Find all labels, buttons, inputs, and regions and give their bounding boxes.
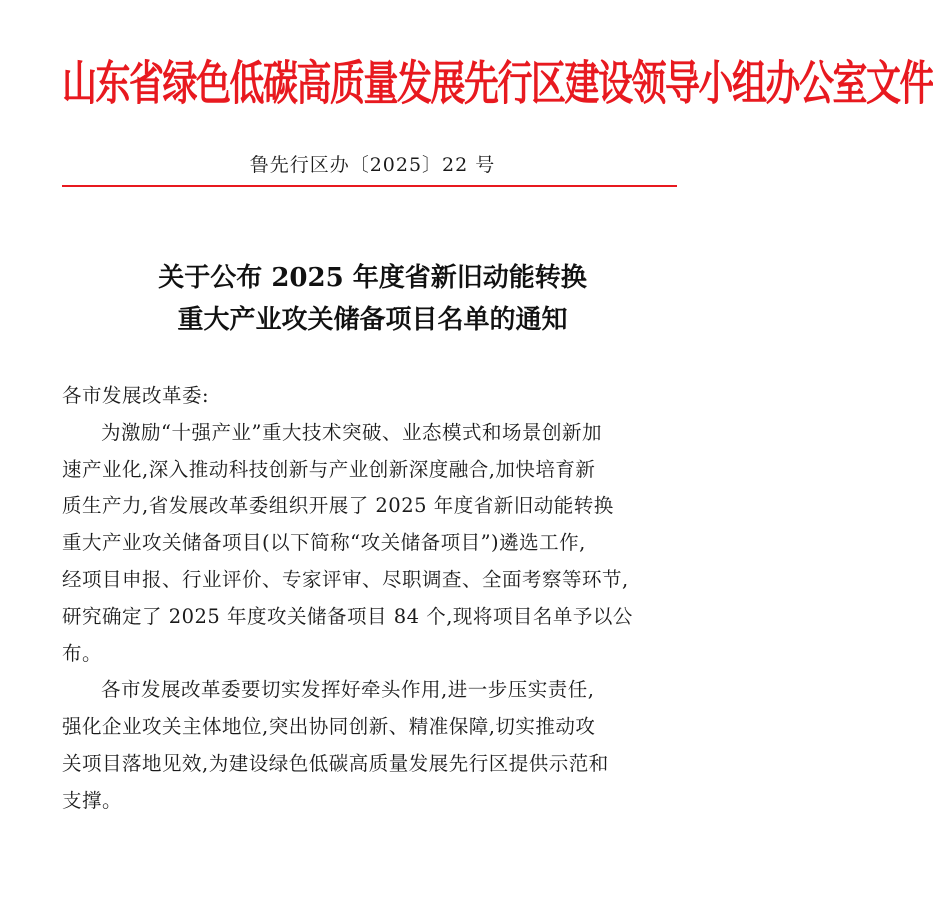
notice-title-line-2: 重大产业攻关储备项目名单的通知: [177, 305, 568, 335]
paragraph-line: 各市发展改革委要切实发挥好牵头作用,进一步压实责任,: [101, 678, 595, 702]
paragraph-line: 为激励“十强产业”重大技术突破、业态模式和场景创新加: [101, 420, 602, 444]
document-body: [62, 378, 682, 820]
paragraph-line: 速产业化,深入推动科技创新与产业创新深度融合,加快培育新: [62, 457, 596, 481]
paragraph-line: 研究确定了 2025 年度攻关储备项目 84 个,现将项目名单予以公: [62, 604, 633, 628]
salutation: 各市发展改革委:: [62, 384, 210, 407]
paragraph-2: [62, 672, 682, 819]
document-number: 鲁先行区办〔2025〕22 号: [249, 154, 496, 176]
notice-title: [0, 257, 745, 341]
red-divider: [62, 185, 677, 187]
paragraph-line: 质生产力,省发展改革委组织开展了 2025 年度省新旧动能转换: [62, 494, 614, 518]
paragraph-line: 支撑。: [62, 788, 123, 812]
paragraph-1: [62, 415, 682, 673]
paragraph-line: 强化企业攻关主体地位,突出协同创新、精准保障,切实推动攻: [62, 715, 596, 739]
paragraph-line: 布。: [62, 641, 103, 665]
paragraph-line: 重大产业攻关储备项目(以下简称“攻关储备项目”)遴选工作,: [62, 531, 586, 555]
masthead-title: 山东省绿色低碳高质量发展先行区建设领导小组办公室文件: [62, 56, 933, 112]
paragraph-line: 经项目申报、行业评价、专家评审、尽职调查、全面考察等环节,: [62, 567, 629, 591]
notice-title-line-1: 关于公布 2025 年度省新旧动能转换: [158, 263, 587, 293]
paragraph-line: 关项目落地见效,为建设绿色低碳高质量发展先行区提供示范和: [62, 751, 609, 775]
